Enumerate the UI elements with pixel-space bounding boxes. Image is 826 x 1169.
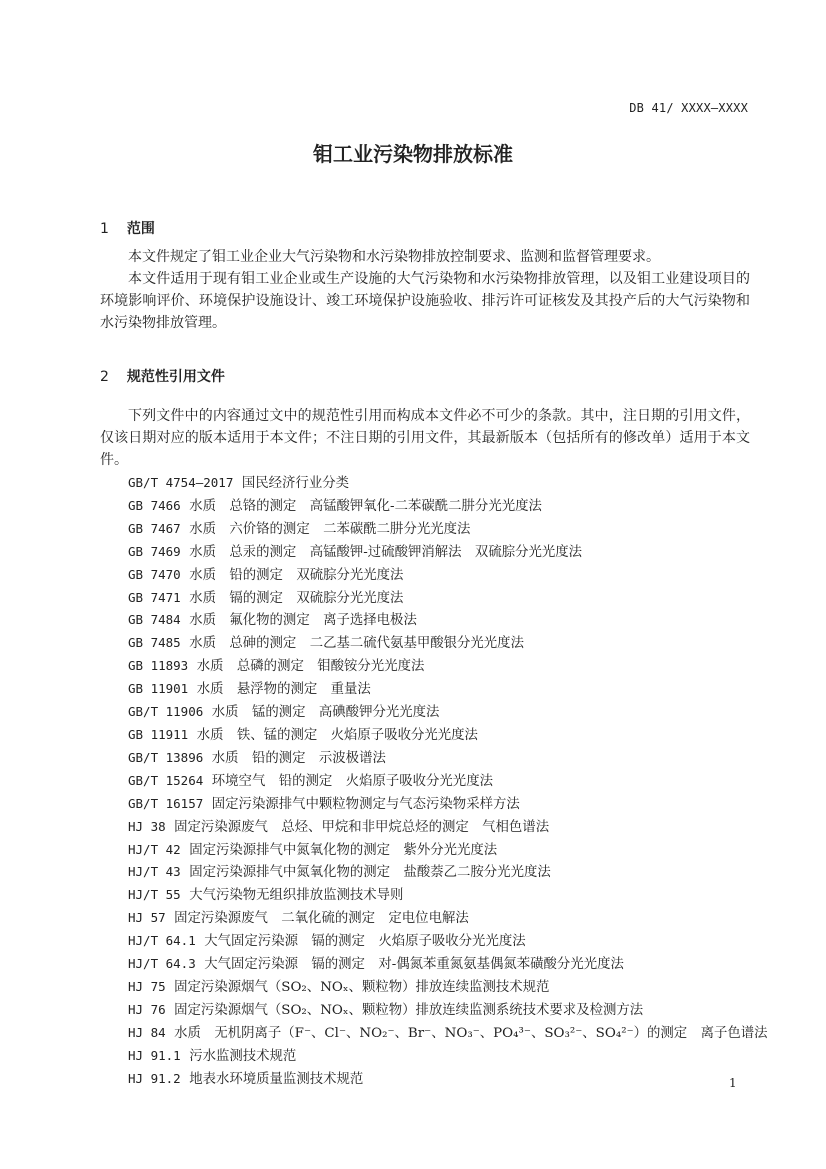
reference-code: HJ 38	[128, 818, 166, 834]
section-2-intro: 下列文件中的内容通过文中的规范性引用而构成本文件必不可少的条款。其中，注日期的引用文件，仅该日期对应的版本适用于本文件；不注日期的引用文件，其最新版本（包括所有的修改单）适用于本文件。	[100, 408, 750, 468]
reference-item	[128, 587, 768, 610]
reference-item	[128, 495, 768, 518]
reference-code: HJ/T 42	[128, 841, 181, 857]
reference-code: GB 11893	[128, 658, 189, 674]
reference-title: 固定污染源废气 总烃、甲烷和非甲烷总烃的测定 气相色谱法	[174, 819, 550, 835]
reference-code: HJ 76	[128, 1001, 166, 1017]
reference-item	[128, 1022, 768, 1045]
reference-title: 水质 总汞的测定 高锰酸钾-过硫酸钾消解法 双硫腙分光光度法	[189, 544, 583, 560]
reference-item	[128, 1068, 768, 1091]
reference-item	[128, 655, 768, 678]
reference-title: 固定污染源排气中颗粒物测定与气态污染物采样方法	[211, 796, 520, 812]
reference-item	[128, 747, 768, 770]
page-number: 1	[729, 1076, 737, 1090]
reference-code: GB/T 11906	[128, 704, 204, 720]
reference-code: HJ/T 55	[128, 887, 181, 903]
reference-code: HJ/T 64.1	[128, 933, 196, 949]
reference-code: HJ 75	[128, 978, 166, 994]
reference-item	[128, 816, 768, 839]
reference-title: 环境空气 铅的测定 火焰原子吸收分光光度法	[211, 773, 493, 789]
reference-item	[128, 541, 768, 564]
reference-title: 水质 总磷的测定 钼酸铵分光光度法	[196, 659, 425, 675]
reference-title: 固定污染源排气中氮氧化物的测定 盐酸萘乙二胺分光光度法	[189, 865, 551, 881]
reference-item	[128, 884, 768, 907]
reference-code: HJ 84	[128, 1024, 166, 1040]
document-title: 钼工业污染物排放标准	[313, 142, 513, 166]
reference-title: 固定污染源烟气（SO₂、NOₓ、颗粒物）排放连续监测技术规范	[174, 979, 550, 995]
reference-title: 水质 铅的测定 示波极谱法	[211, 750, 386, 766]
reference-code: GB 11911	[128, 726, 189, 742]
reference-item	[128, 1045, 768, 1068]
reference-title: 水质 镉的测定 双硫腙分光光度法	[189, 590, 404, 606]
reference-item	[128, 793, 768, 816]
reference-title: 污水监测技术规范	[189, 1048, 297, 1064]
reference-code: GB 7467	[128, 520, 181, 536]
reference-title: 水质 铅的测定 双硫腙分光光度法	[189, 567, 404, 583]
reference-title: 固定污染源排气中氮氧化物的测定 紫外分光光度法	[189, 842, 498, 858]
reference-code: GB 7484	[128, 612, 181, 628]
section-1-number: 1	[100, 221, 109, 237]
reference-item	[128, 701, 768, 724]
section-1-paragraph: 本文件规定了钼工业企业大气污染物和水污染物排放控制要求、监测和监督管理要求。	[128, 249, 660, 265]
reference-title: 水质 悬浮物的测定 重量法	[196, 682, 371, 698]
reference-code: HJ 91.1	[128, 1047, 181, 1063]
reference-item	[128, 770, 768, 793]
reference-code: GB 7470	[128, 566, 181, 582]
reference-list	[128, 472, 768, 1090]
reference-code: GB 7485	[128, 635, 181, 651]
reference-title: 水质 无机阴离子（F⁻、Cl⁻、NO₂⁻、Br⁻、NO₃⁻、PO₄³⁻、SO₃²⁻、SO₄²⁻）的测定 离子色谱法	[174, 1025, 768, 1041]
reference-code: GB/T 4754—2017	[128, 475, 234, 490]
reference-item	[128, 609, 768, 632]
reference-item	[128, 930, 768, 953]
reference-code: HJ 91.2	[128, 1070, 181, 1086]
reference-title: 水质 氟化物的测定 离子选择电极法	[189, 613, 417, 629]
section-2-number: 2	[100, 369, 109, 385]
reference-title: 水质 总铬的测定 高锰酸钾氧化-二苯碳酰二肼分光光度法	[189, 498, 542, 514]
reference-title: 水质 六价铬的测定 二苯碳酰二肼分光光度法	[189, 521, 471, 537]
reference-item	[128, 976, 768, 999]
reference-title: 大气固定污染源 镉的测定 对-偶氮苯重氮氨基偶氮苯磺酸分光光度法	[204, 957, 624, 973]
reference-item	[128, 839, 768, 862]
reference-code: GB/T 16157	[128, 795, 204, 811]
reference-code: HJ/T 43	[128, 864, 181, 880]
reference-item	[128, 999, 768, 1022]
reference-item	[128, 861, 768, 884]
section-2-title: 规范性引用文件	[126, 369, 225, 385]
section-1-paragraph: 本文件适用于现有钼工业企业或生产设施的大气污染物和水污染物排放管理，以及钼工业建设项目的环境影响评价、环境保护设施设计、竣工环境保护设施验收、排污许可证核发及其投产后的大气污染物和水污染物排放管理。	[100, 271, 750, 331]
reference-code: GB 7469	[128, 543, 181, 559]
reference-item	[128, 472, 768, 495]
reference-title: 水质 铁、锰的测定 火焰原子吸收分光光度法	[196, 727, 478, 743]
reference-code: HJ 57	[128, 910, 166, 926]
reference-item	[128, 632, 768, 655]
section-1-title: 范围	[126, 221, 155, 237]
reference-code: HJ/T 64.3	[128, 956, 196, 972]
reference-title: 大气固定污染源 镉的测定 火焰原子吸收分光光度法	[204, 934, 526, 950]
reference-code: GB 7471	[128, 589, 181, 605]
reference-title: 地表水环境质量监测技术规范	[189, 1071, 364, 1087]
reference-item	[128, 678, 768, 701]
reference-item	[128, 518, 768, 541]
reference-title: 水质 锰的测定 高碘酸钾分光光度法	[211, 705, 440, 721]
section-1-heading	[100, 218, 155, 238]
reference-title: 大气污染物无组织排放监测技术导则	[189, 888, 404, 904]
reference-item	[128, 953, 768, 976]
section-2-heading	[100, 366, 225, 386]
reference-code: GB 11901	[128, 681, 189, 697]
reference-code: GB/T 13896	[128, 749, 204, 765]
reference-title: 国民经济行业分类	[241, 476, 349, 491]
reference-title: 水质 总砷的测定 二乙基二硫代氨基甲酸银分光光度法	[189, 636, 524, 652]
reference-item	[128, 564, 768, 587]
reference-item	[128, 724, 768, 747]
reference-item	[128, 907, 768, 930]
reference-code: GB/T 15264	[128, 772, 204, 788]
document-code: DB 41/ XXXX—XXXX	[629, 101, 748, 115]
reference-code: GB 7466	[128, 497, 181, 513]
reference-title: 固定污染源烟气（SO₂、NOₓ、颗粒物）排放连续监测系统技术要求及检测方法	[174, 1002, 644, 1018]
reference-title: 固定污染源废气 二氧化硫的测定 定电位电解法	[174, 911, 469, 927]
